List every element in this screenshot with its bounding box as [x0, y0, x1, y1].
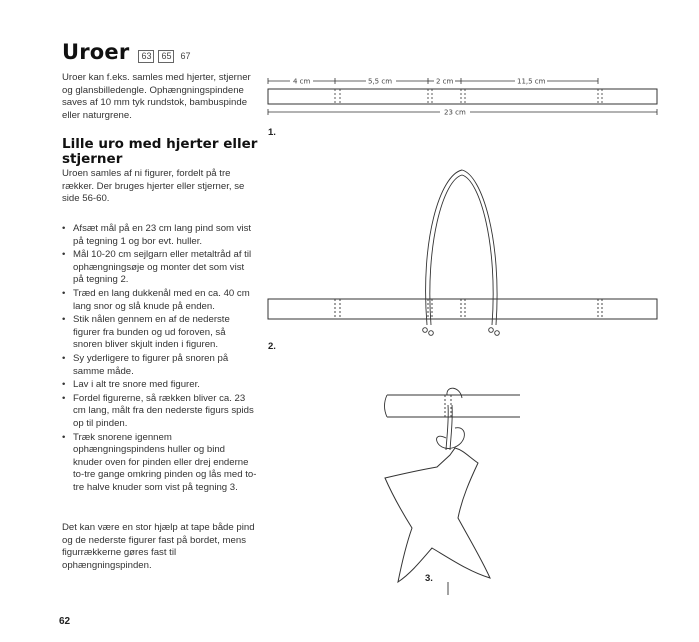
- dim-2cm-label: 2 cm: [436, 77, 454, 86]
- list-item: • Mål 10-20 cm sejlgarn eller metaltråd af til ophængningsøje og monter det som vist på tegning 2.: [62, 249, 257, 287]
- dim-4cm-label: 4 cm: [293, 77, 311, 86]
- figure-1-stick-dimensions: [268, 78, 657, 117]
- dim-23cm-label: 23 cm: [444, 108, 466, 117]
- page-ref-1: 63: [138, 50, 154, 63]
- list-item: • Sy yderligere to figurer på snoren på samme måde.: [62, 353, 257, 378]
- intro-paragraph: Uroer kan f.eks. samles med hjerter, stjerner og glansbilledengle. Ophængningspindene saves af 10 mm tyk rundstok, bambuspinde eller naturgrene.: [62, 72, 251, 121]
- page-ref-3: 67: [180, 51, 191, 61]
- figure-3-label: 3.: [425, 573, 433, 584]
- section-heading: Lille uro med hjerter eller stjerner: [62, 136, 258, 167]
- list-item: • Træk snorene igennem ophængningspindens huller og bind knuder oven for pinden eller drej enderne to-tre gange omkring pinden og lås med to-tre halve knuder som vist på tegning 3.: [62, 432, 257, 495]
- list-item: • Afsæt mål på en 23 cm lang pind som vist på tegning 1 og bor evt. huller.: [62, 223, 257, 248]
- dim-5-5cm-label: 5,5 cm: [368, 77, 393, 86]
- list-item: • Lav i alt tre snore med figurer.: [62, 379, 257, 392]
- figure-1-label: 1.: [268, 127, 276, 138]
- figure-2-label: 2.: [268, 341, 276, 352]
- page-number: 62: [59, 616, 71, 627]
- closing-paragraph: Det kan være en stor hjælp at tape både pind og de nederste figurer fast på bordet, mens figurrækkerne gøres fast til ophængningspinden.: [62, 522, 255, 571]
- figure-2-stick-with-loop: [268, 170, 657, 335]
- list-item: • Træd en lang dukkenål med en ca. 40 cm lang snor og slå knude på enden.: [62, 288, 257, 313]
- page-ref-2: 65: [158, 50, 174, 63]
- figure-3-star-hanging: [385, 388, 521, 595]
- list-item: • Fordel figurerne, så rækken bliver ca. 23 cm lang, målt fra den nederste figurs spids op til pinden.: [62, 393, 257, 431]
- section-intro: Uroen samles af ni figurer, fordelt på tre rækker. Der bruges hjerter eller stjerner, se side 56-60.: [62, 168, 245, 205]
- list-item: • Stik nålen gennem en af de nederste figurer fra bunden og ud foroven, så snoren bliver skjult inden i figuren.: [62, 314, 257, 352]
- page-title: Uroer: [62, 40, 130, 64]
- dim-11-5cm-label: 11,5 cm: [517, 77, 546, 86]
